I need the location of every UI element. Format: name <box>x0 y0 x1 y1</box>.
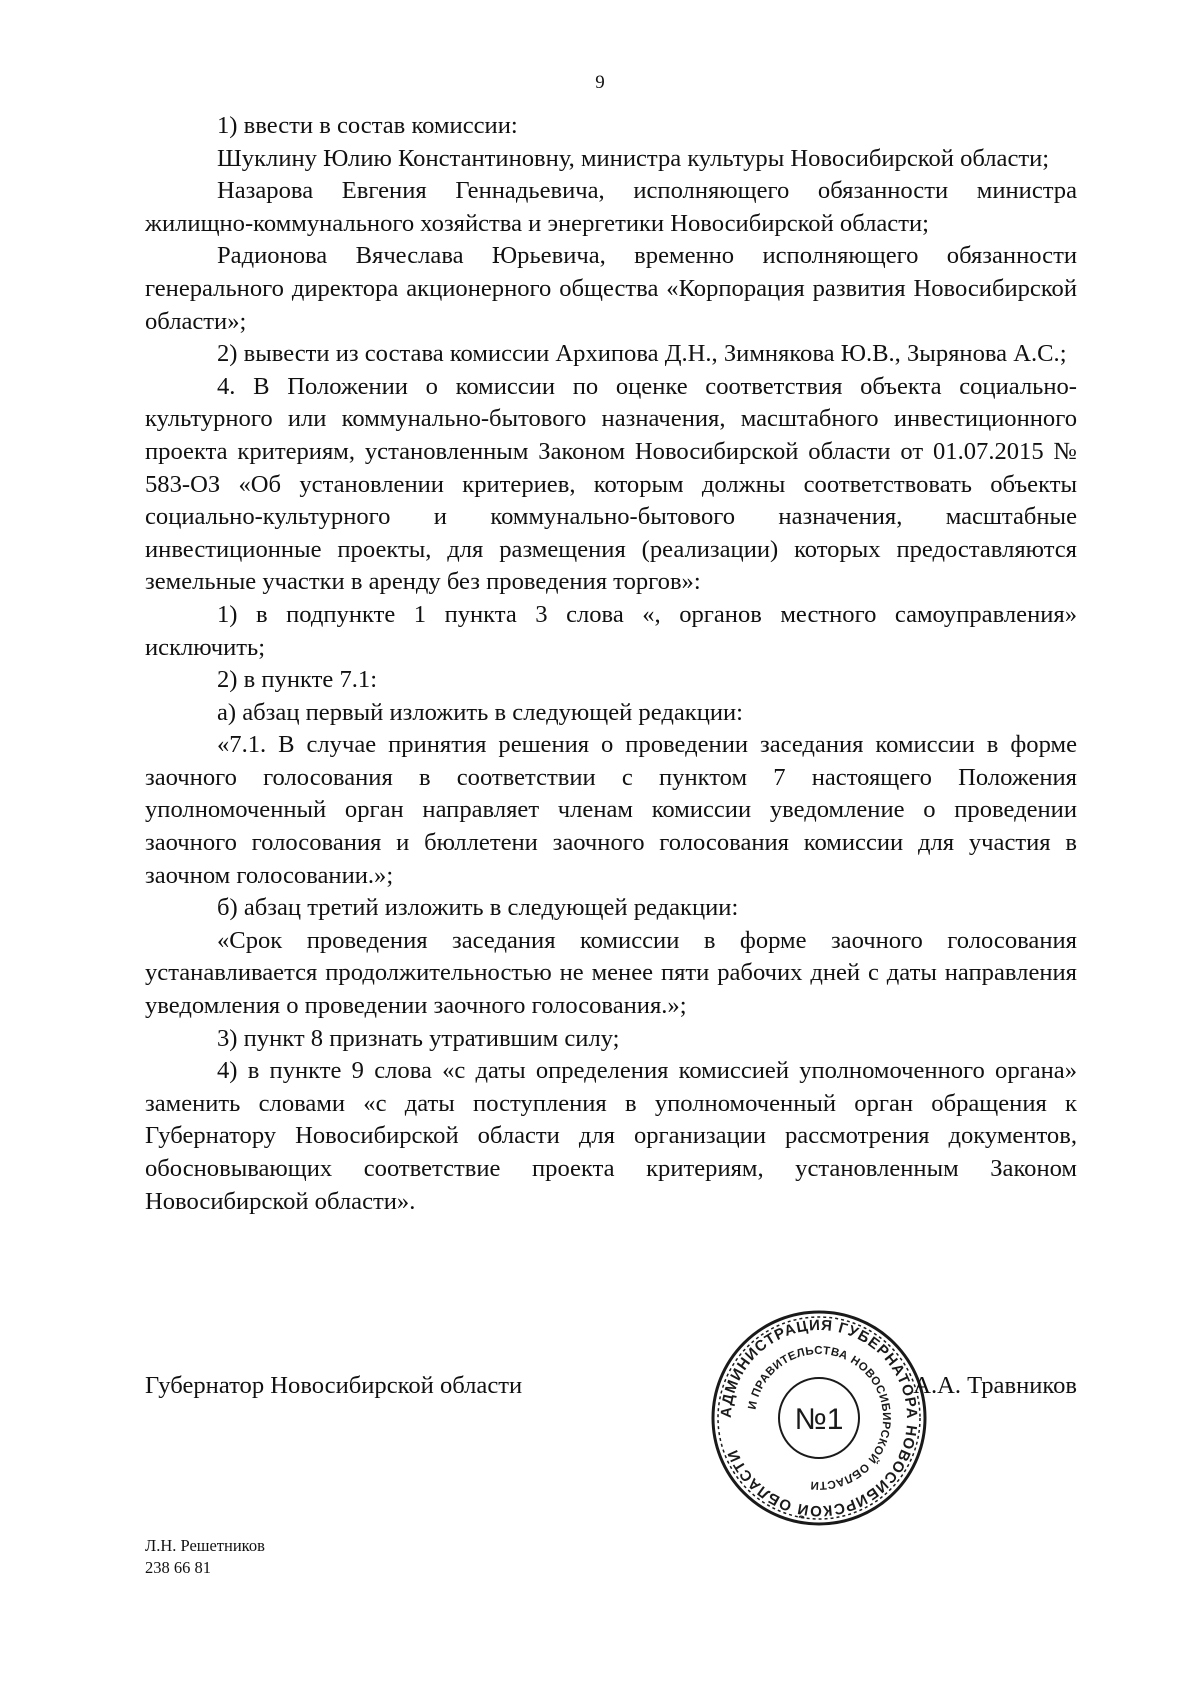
paragraph: 1) ввести в состав комиссии: <box>217 112 518 139</box>
executor-phone: 238 66 81 <box>145 1558 211 1577</box>
paragraph: 2) в пункте 7.1: <box>217 666 378 694</box>
executor-footer <box>145 1535 265 1579</box>
seal-inner-text: И ПРАВИТЕЛЬСТВА НОВОСИБИРСКОЙ ОБЛАСТИ <box>746 1344 893 1492</box>
executor-name: Л.Н. Решетников <box>145 1536 265 1555</box>
paragraph: 4. В Положении о комиссии по оценке соответствия объекта социально-культурного или коммунально-бытового назначения, масштабного инвестиционного проекта критериям, установленным Законом Новосибирской области от 01.07.2015 № 583-ОЗ «Об установлении критериев, которым должны соответствовать объекты социально-культурного и коммунально-бытового назначения, масштабные инвестиционные проекты, для размещения (реализации) которых предоставляются земельные участки в аренду без проведения торгов»: <box>145 372 1077 596</box>
paragraph: 3) пункт 8 признать утратившим силу; <box>217 1024 620 1052</box>
paragraph: 4) в пункте 9 слова «с даты определения комиссией уполномоченного органа» заменить словами «с даты поступления в уполномоченный орган обращения к Губернатору Новосибирской области для организации рассмотрения документов, обосновывающих соответствие проекта критериям, установленным Законом Новосибирской области». <box>145 1057 1077 1215</box>
signatory-title: Губернатор Новосибирской области <box>145 1372 523 1399</box>
page-number: 9 <box>595 72 605 93</box>
seal-number: №1 <box>794 1403 844 1436</box>
paragraph: «Срок проведения заседания комиссии в форме заочного голосования устанавливается продолжительностью не менее пяти рабочих дней с даты направления уведомления о проведении заочного голосования.»; <box>145 926 1077 1020</box>
official-seal <box>709 1308 929 1528</box>
paragraph: Шуклину Юлию Константиновну, министра культуры Новосибирской области; <box>217 144 1050 172</box>
seal-outer-text: АДМИНИСТРАЦИЯ ГУБЕРНАТОРА НОВОСИБИРСКОЙ ОБЛАСТИ <box>717 1316 921 1520</box>
document-body <box>145 110 1077 1218</box>
paragraph: Назарова Евгения Геннадьевича, исполняющего обязанности министра жилищно-коммунального хозяйства и энергетики Новосибирской области; <box>145 177 1077 237</box>
signatory-name: А.А. Травников <box>913 1372 1077 1399</box>
signature-block <box>145 1316 1077 1520</box>
paragraph: «7.1. В случае принятия решения о проведении заседания комиссии в форме заочного голосования в соответствии с пунктом 7 настоящего Положения уполномоченный орган направляет членам комиссии уведомление о проведении заочного голосования и бюллетени заочного голосования комиссии для участия в заочном голосовании.»; <box>145 731 1077 889</box>
paragraph: Радионова Вячеслава Юрьевича, временно исполняющего обязанности генерального директора акционерного общества «Корпорация развития Новосибирской области»; <box>145 242 1077 335</box>
paragraph: б) абзац третий изложить в следующей редакции: <box>217 894 739 922</box>
paragraph: 1) в подпункте 1 пункта 3 слова «, органов местного самоуправления» исключить; <box>145 600 1077 661</box>
paragraph: 2) вывести из состава комиссии Архипова Д.Н., Зимнякова Ю.В., Зырянова А.С.; <box>217 340 1067 368</box>
paragraph: а) абзац первый изложить в следующей редакции: <box>217 698 744 726</box>
